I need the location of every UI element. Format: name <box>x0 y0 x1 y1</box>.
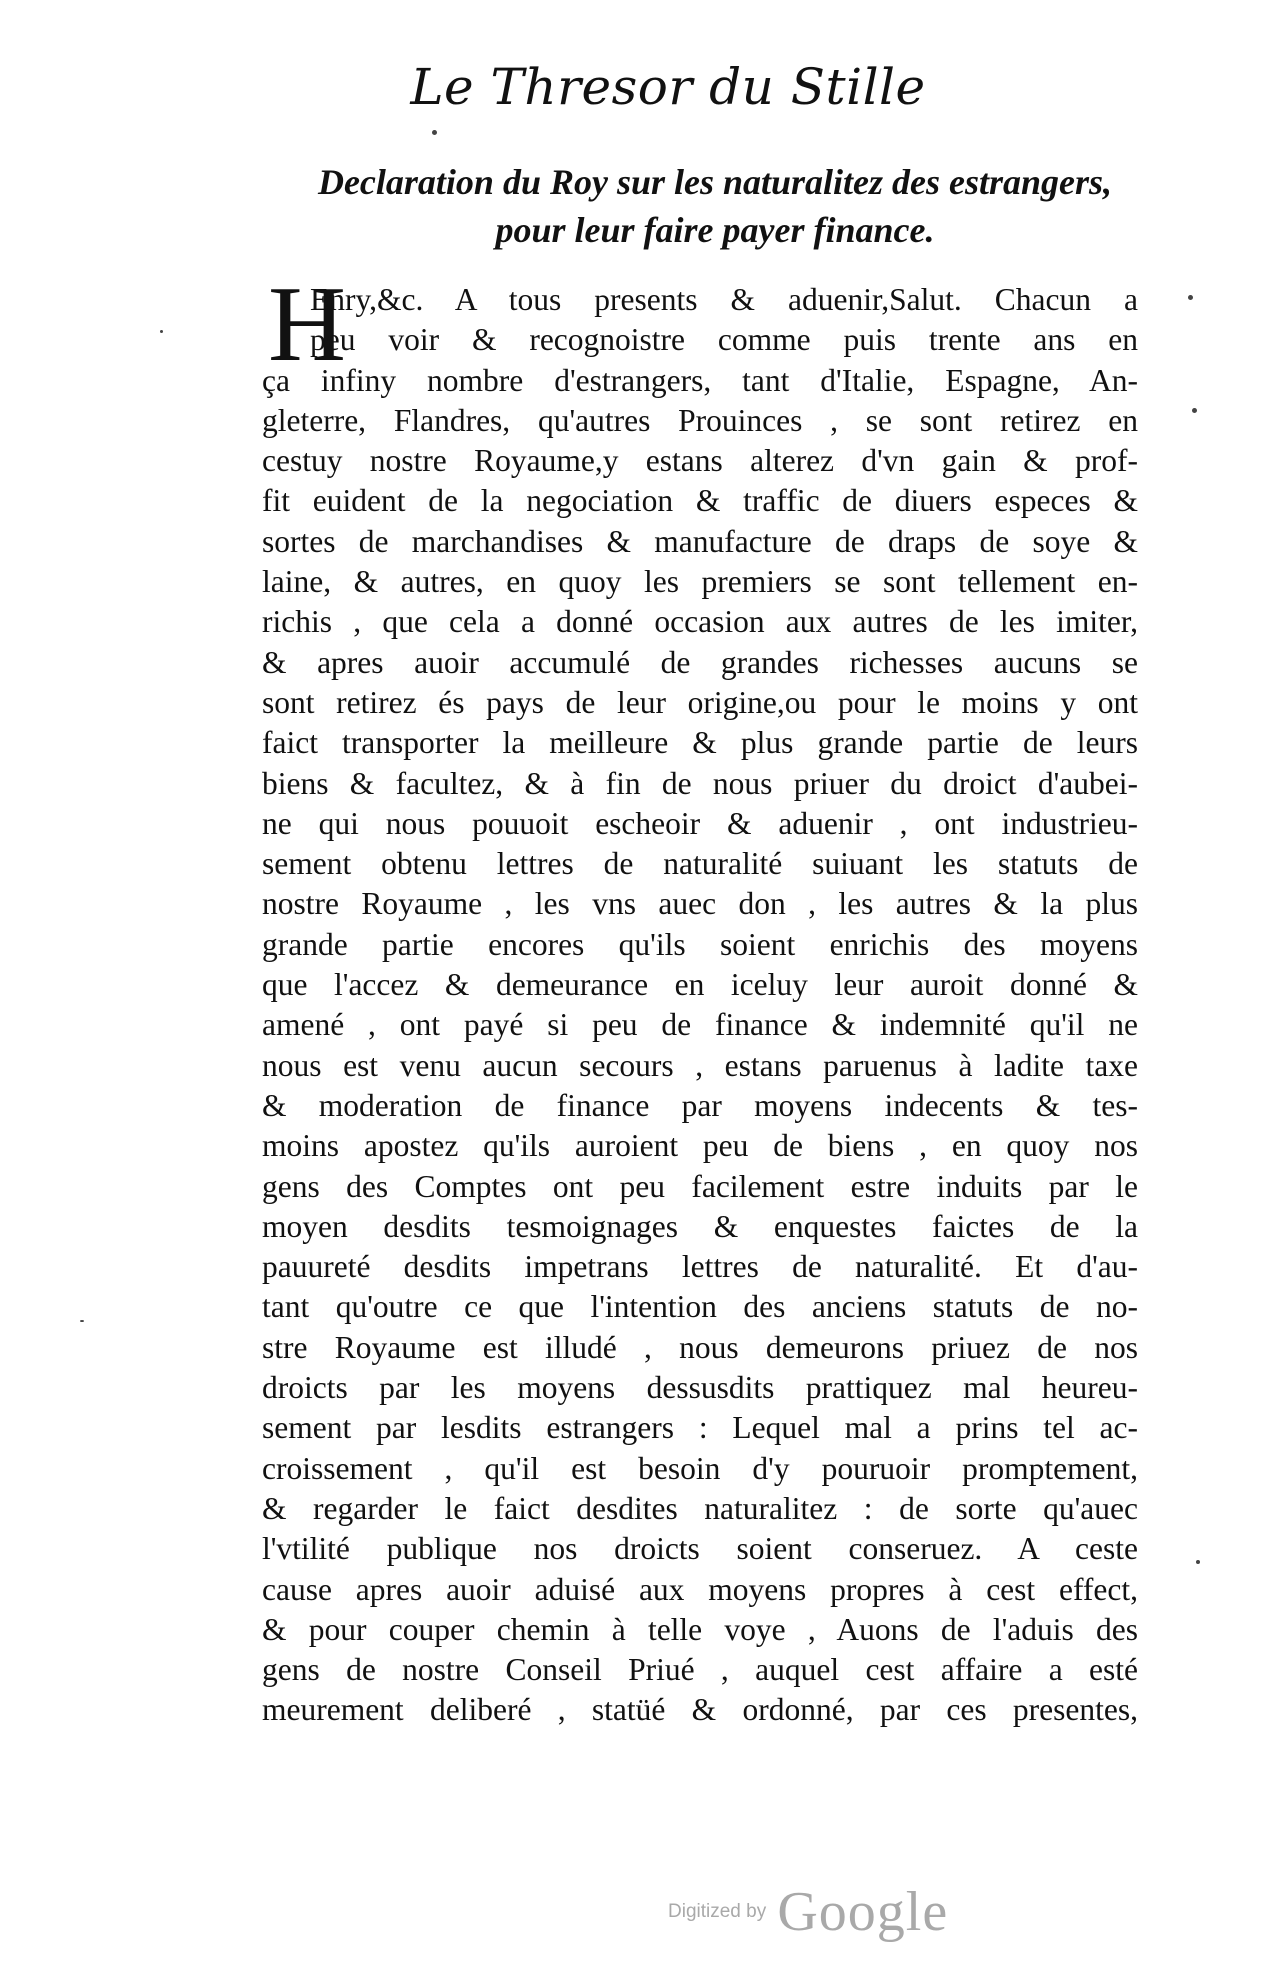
text-line: Enry,&c. A tous presents & aduenir,Salut. Chacun a <box>310 282 1138 317</box>
text-line: sortes de marchandises & manufacture de draps de soye & <box>262 523 1138 559</box>
text-line: sement par lesdits estrangers : Lequel mal a prins tel ac- <box>262 1410 1138 1446</box>
section-title-line-2: pour leur faire payer finance. <box>495 210 935 250</box>
digitization-watermark <box>668 1880 948 1944</box>
text-line: peu voir & recognoistre comme puis trente ans en <box>310 322 1138 358</box>
scan-speck <box>1188 295 1193 300</box>
watermark-brand: Google <box>777 1881 949 1943</box>
text-line: & apres auoir accumulé de grandes richesses aucuns se <box>262 644 1138 680</box>
text-line: moins apostez qu'ils auroient peu de biens , en quoy nos <box>262 1128 1138 1164</box>
scan-speck <box>80 1320 84 1322</box>
scan-speck <box>160 330 163 333</box>
body-text <box>262 265 1138 1731</box>
text-line: tant qu'outre ce que l'intention des anciens statuts de no- <box>262 1289 1138 1325</box>
text-line: stre Royaume est illudé , nous demeurons priuez de nos <box>262 1329 1138 1365</box>
text-line: droicts par les moyens dessusdits prattiquez mal heureu- <box>262 1370 1138 1406</box>
text-line: gens de nostre Conseil Priué , auquel cest affaire a esté <box>262 1652 1138 1688</box>
section-title-line-1: Declaration du Roy sur les naturalitez des estrangers, <box>317 162 1113 202</box>
text-line: fit euident de la negociation & traffic de diuers especes & <box>262 483 1138 519</box>
text-line: richis , que cela a donné occasion aux autres de les imiter, <box>262 604 1138 640</box>
text-line: grande partie encores qu'ils soient enrichis des moyens <box>262 926 1138 962</box>
text-line: l'vtilité publique nos droicts soient conseruez. A ceste <box>262 1531 1138 1567</box>
scan-speck <box>432 130 437 135</box>
drop-cap: H <box>268 265 346 384</box>
text-line: moyen desdits tesmoignages & enquestes faictes de la <box>262 1208 1138 1244</box>
scan-speck <box>1196 1560 1200 1564</box>
text-line: ça infiny nombre d'estrangers, tant d'Italie, Espagne, An- <box>262 362 1138 398</box>
text-line: gens des Comptes ont peu facilement estre induits par le <box>262 1168 1138 1204</box>
running-head: Le Thresor du Stille <box>410 58 926 116</box>
text-line: que l'accez & demeurance en iceluy leur auroit donné & <box>262 967 1138 1003</box>
scan-speck <box>1192 408 1197 413</box>
text-line: croissement , qu'il est besoin d'y pouruoir promptement, <box>262 1450 1138 1486</box>
text-line: cause apres auoir aduisé aux moyens propres à cest effect, <box>262 1571 1138 1607</box>
text-line: biens & facultez, & à fin de nous priuer du droict d'aubei- <box>262 765 1138 801</box>
text-line: sont retirez és pays de leur origine,ou pour le moins y ont <box>262 684 1138 720</box>
text-line: & pour couper chemin à telle voye , Auons de l'aduis des <box>262 1611 1138 1647</box>
watermark-prefix: Digitized by <box>668 1901 767 1922</box>
text-line: nostre Royaume , les vns auec don , les autres & la plus <box>262 886 1138 922</box>
text-line: cestuy nostre Royaume,y estans alterez d'vn gain & prof- <box>262 443 1138 479</box>
text-line: meurement deliberé , statüé & ordonné, par ces presentes, <box>262 1692 1138 1728</box>
text-line: laine, & autres, en quoy les premiers se sont tellement en- <box>262 564 1138 600</box>
text-line: amené , ont payé si peu de finance & indemnité qu'il ne <box>262 1007 1138 1043</box>
text-line: nous est venu aucun secours , estans paruenus à ladite taxe <box>262 1047 1138 1083</box>
text-line: & moderation de finance par moyens indecents & tes- <box>262 1087 1138 1123</box>
text-line: & regarder le faict desdites naturalitez : de sorte qu'auec <box>262 1490 1138 1526</box>
text-line: ne qui nous pouuoit escheoir & aduenir , ont industrieu- <box>262 805 1138 841</box>
text-line: faict transporter la meilleure & plus grande partie de leurs <box>262 725 1138 761</box>
text-line: pauureté desdits impetrans lettres de naturalité. Et d'au- <box>262 1249 1138 1285</box>
section-title <box>250 158 1180 254</box>
text-line: sement obtenu lettres de naturalité suiuant les statuts de <box>262 846 1138 882</box>
text-line: gleterre, Flandres, qu'autres Prouinces , se sont retirez en <box>262 402 1138 438</box>
